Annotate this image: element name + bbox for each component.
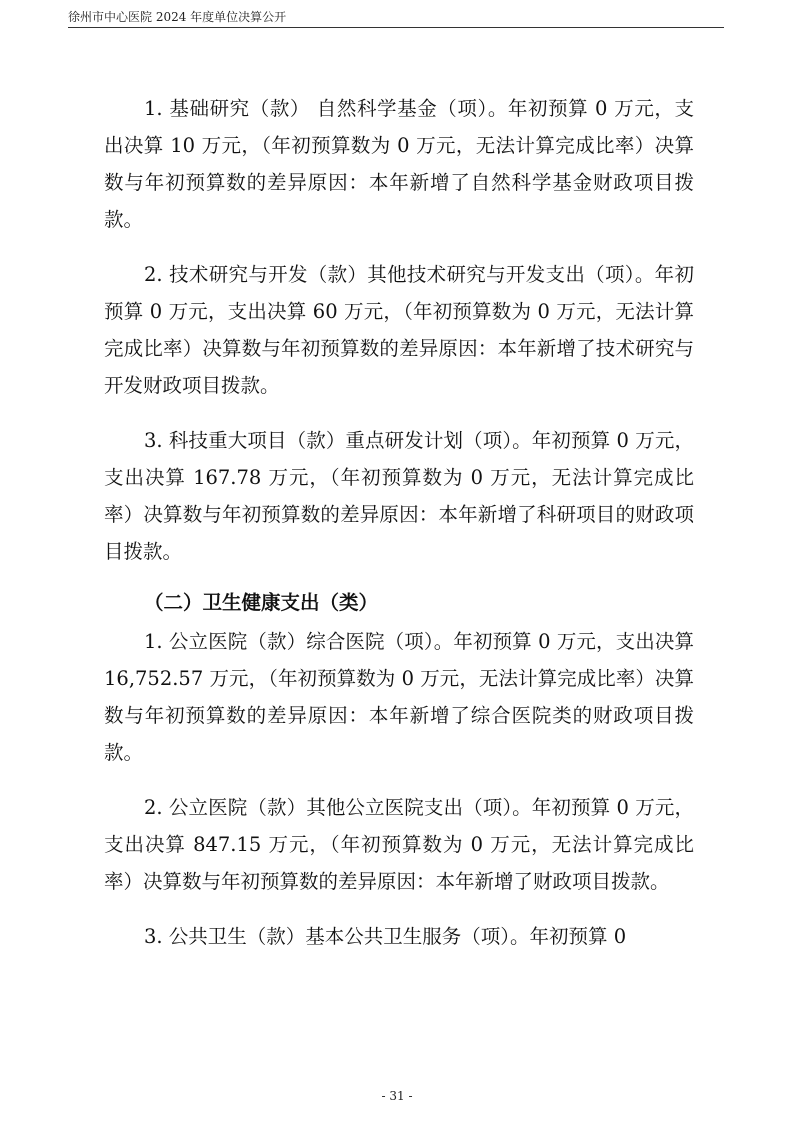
paragraph-tech-rd: 2. 技术研究与开发（款）其他技术研究与开发支出（项）。年初预算 0 万元，支出决算 60 万元，（年初预算数为 0 万元，无法计算完成比率）决算数与年初预算数的差异原因：本年新增了技术研究与开发财政项目拨款。 (104, 263, 694, 397)
header-divider (68, 27, 724, 28)
paragraph-basic-research: 1. 基础研究（款） 自然科学基金（项）。年初预算 0 万元，支出决算 10 万元，（年初预算数为 0 万元，无法计算完成比率）决算数与年初预算数的差异原因：本年新增了自然科学基金财政项目拨款。 (104, 97, 694, 231)
section-heading-health: （二）卫生健康支出（类） (144, 591, 379, 614)
paragraph-general-hospital: 1. 公立医院（款）综合医院（项）。年初预算 0 万元，支出决算 16,752.57 万元，（年初预算数为 0 万元，无法计算完成比率）决算数与年初预算数的差异原因：本年新增了综合医院类的财政项目拨款。 (104, 630, 694, 764)
document-body (104, 90, 694, 973)
paragraph-major-projects: 3. 科技重大项目（款）重点研发计划（项）。年初预算 0 万元，支出决算 167.78 万元，（年初预算数为 0 万元，无法计算完成比率）决算数与年初预算数的差异原因：本年新增了科研项目的财政项目拨款。 (104, 429, 694, 563)
paragraph-public-health: 3. 公共卫生（款）基本公共卫生服务（项）。年初预算 0 (144, 925, 627, 948)
running-header: 徐州市中心医院 2024 年度单位决算公开 (68, 10, 287, 24)
page-number: - 31 - (381, 1089, 413, 1103)
paragraph-other-hospital: 2. 公立医院（款）其他公立医院支出（项）。年初预算 0 万元，支出决算 847.15 万元，（年初预算数为 0 万元，无法计算完成比率）决算数与年初预算数的差异原因：本年新增了财政项目拨款。 (104, 796, 694, 893)
